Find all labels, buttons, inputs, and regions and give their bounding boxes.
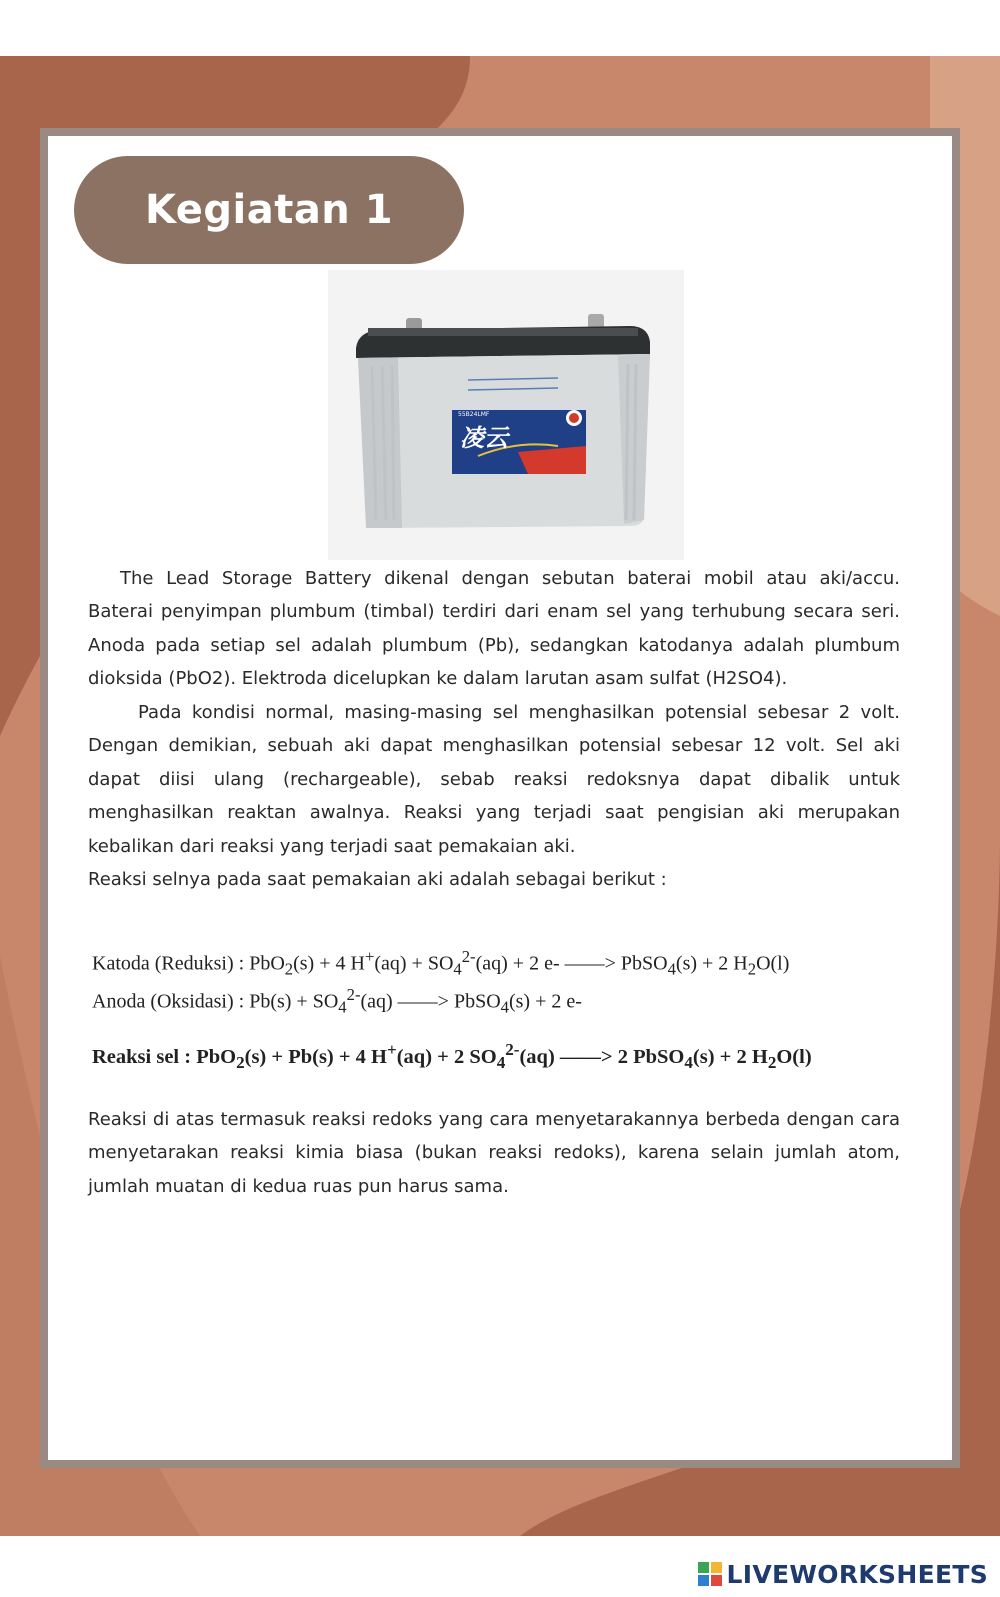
car-battery-image	[328, 270, 684, 560]
cathode-label: Katoda (Reduksi)	[92, 952, 234, 975]
paragraph-redox-note: Reaksi di atas termasuk reaksi redoks yang cara menyetarakannya berbeda dengan cara menyetarakan reaksi kimia biasa (bukan reaksi redoks), karena selain jumlah atom, jumlah muatan di kedua ruas pun harus sama.	[88, 1109, 900, 1197]
anode-label: Anoda (Oksidasi)	[92, 990, 234, 1013]
activity-title: Kegiatan 1	[144, 187, 394, 233]
paragraph-potential: Pada kondisi normal, masing-masing sel menghasilkan potensial sebesar 2 volt. Dengan demikian, sebuah aki dapat menghasilkan potensial sebesar 12 volt. Sel aki dapat diisi ulang (rechargeable), sebab reaksi redoksnya dapat dibalik untuk menghasilkan reaktan awalnya. Reaksi yang terjadi saat pengisian aki merupakan kebalikan dari reaksi yang terjadi saat pemakaian aki.	[88, 702, 900, 857]
anode-equation: Anoda (Oksidasi) : $Pb(s) + SO_4^{2-}(aq)$ ——> PbSO$_4$(s) + 2 e-	[92, 985, 582, 1017]
cell-reaction-label: Reaksi sel :	[92, 1045, 192, 1068]
battery-brand-text: 凌云	[460, 424, 508, 452]
activity-title-badge	[74, 156, 464, 264]
liveworksheets-brand: LIVEWORKSHEETS	[726, 1559, 988, 1589]
battery-illustration	[328, 270, 684, 560]
paragraph-lead-battery: The Lead Storage Battery dikenal dengan sebutan baterai mobil atau aki/accu. Baterai penyimpan plumbum (timbal) terdiri dari enam sel yang terhubung secara seri. Anoda pada setiap sel adalah plumbum (Pb), sedangkan katodanya adalah plumbum dioksida (PbO2). Elektroda dicelupkan ke dalam larutan asam sulfat (H2SO4).	[88, 568, 900, 690]
cell-reaction-equation: Reaksi sel : PbO$_2$(s) + Pb(s) + 4 H+(aq) + 2 $SO_4^{2-}(aq)$ ——> 2 PbSO$_4$(s) + 2 $H_2O(l)$	[92, 1040, 812, 1072]
paragraph-reaction-intro: Reaksi selnya pada saat pemakaian aki adalah sebagai berikut :	[88, 869, 667, 890]
liveworksheets-logo[interactable]	[697, 1558, 988, 1590]
cathode-equation: Katoda (Reduksi) : PbO$_2$(s) + 4 $H^+(aq) + SO_4^{2-}(aq) + 2$ e- ——> PbSO$_4$(s) + 2 $H_2O(l)$	[92, 947, 790, 979]
liveworksheets-icon	[697, 1561, 723, 1587]
battery-model-text: 55B24LMF	[458, 411, 490, 418]
